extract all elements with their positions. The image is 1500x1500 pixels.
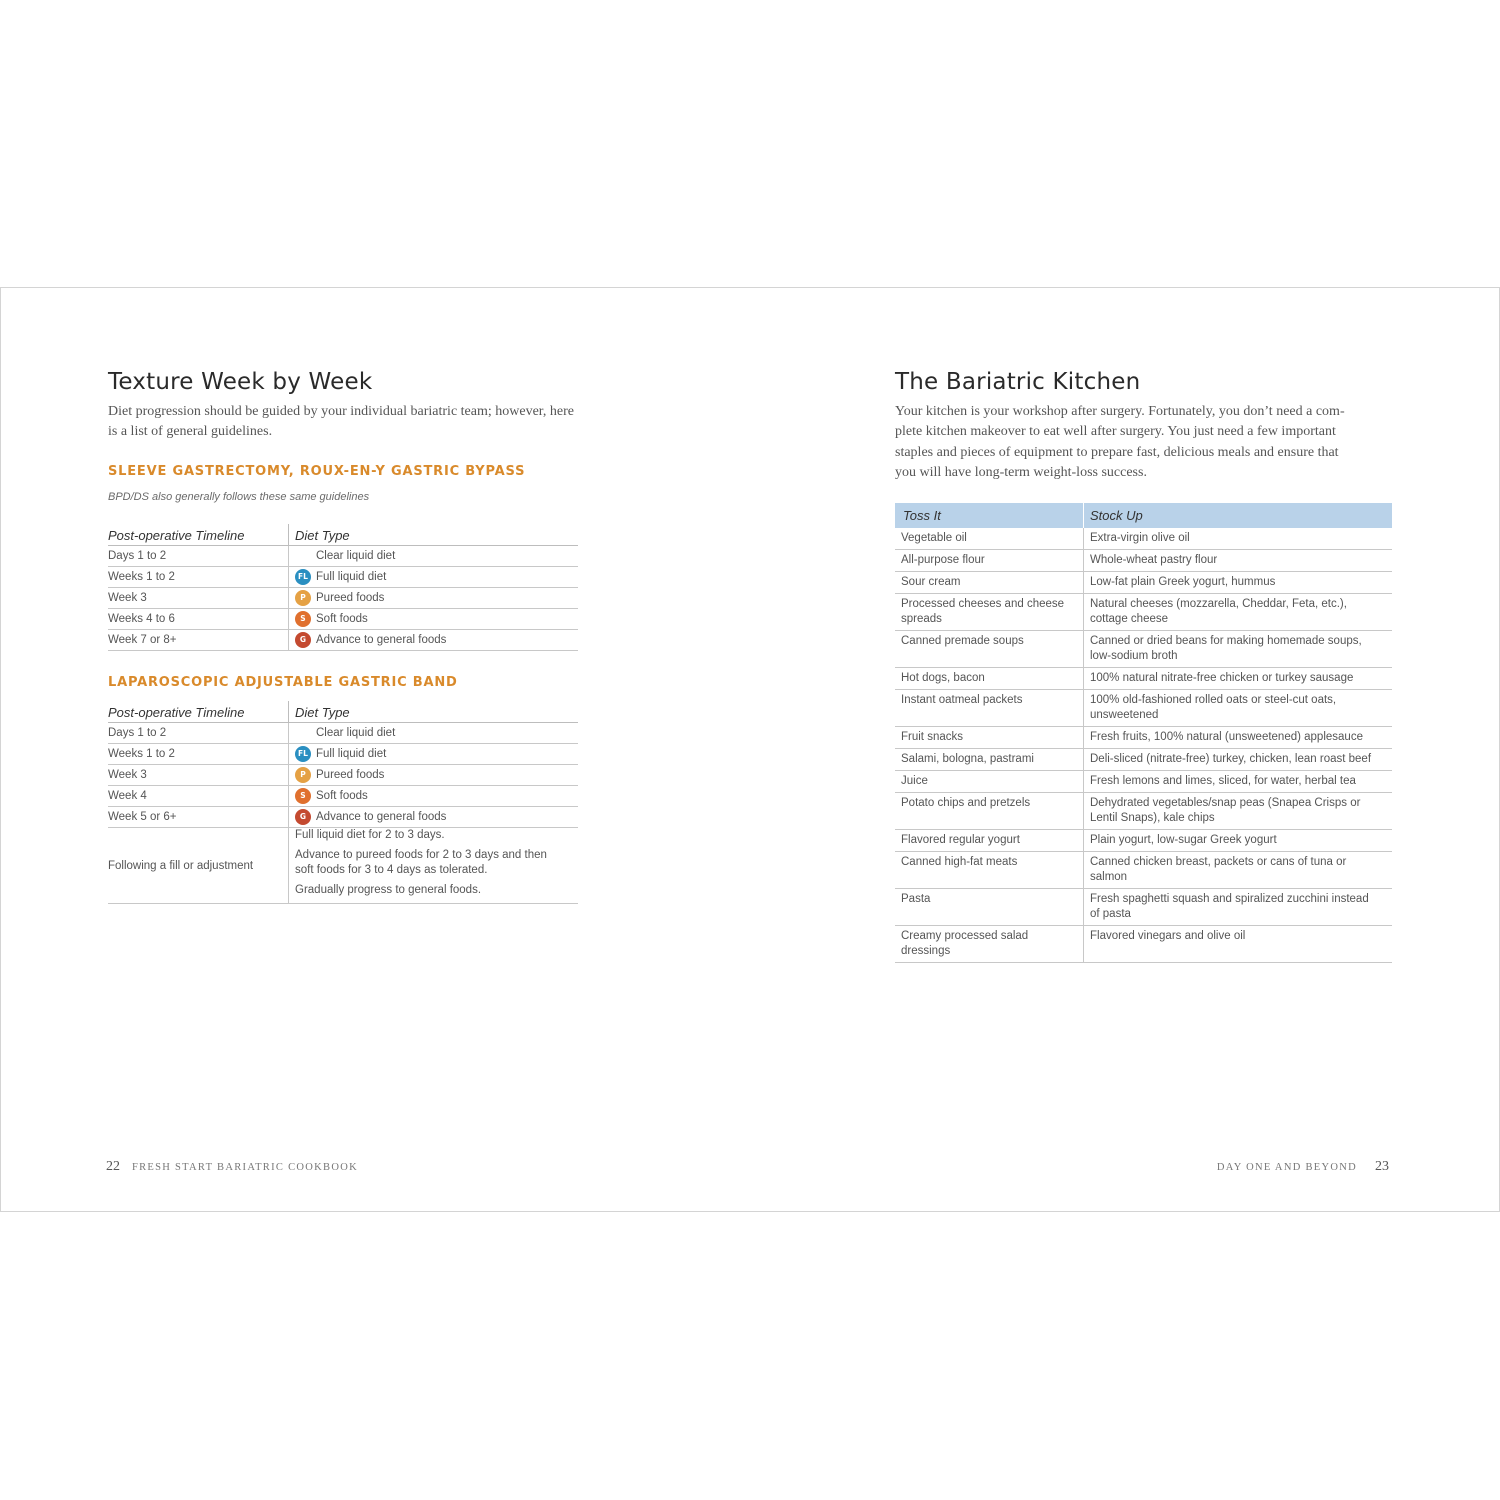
stock-up-cell [1084, 594, 1393, 631]
stock-up-cell [1084, 668, 1393, 690]
table-header-row [895, 503, 1392, 528]
toss-it-cell [895, 852, 1084, 889]
stock-up-cell [1084, 889, 1393, 926]
table-row [895, 749, 1392, 771]
cell-text-line: Dehydrated vegetables/snap peas (Snapea Crisps or [1090, 797, 1361, 809]
diet-type-cell [289, 588, 579, 609]
diet-type-label: Advance to general foods [316, 634, 447, 646]
timeline-table-sleeve [108, 524, 578, 651]
diet-type-label: Advance to general foods [316, 811, 447, 823]
section-heading-band: LAPAROSCOPIC ADJUSTABLE GASTRIC BAND [108, 675, 458, 690]
cell-text-line: Hot dogs, bacon [901, 672, 985, 684]
stock-up-cell [1084, 550, 1393, 572]
timeline-cell: Following a fill or adjustment [108, 828, 289, 904]
intro-line: you will have long-term weight-loss success. [895, 464, 1147, 480]
cell-text-line: Deli-sliced (nitrate-free) turkey, chicken, lean roast beef [1090, 753, 1372, 765]
table-row [895, 668, 1392, 690]
page-title: The Bariatric Kitchen [895, 369, 1141, 395]
cell-text-line: spreads [901, 613, 942, 625]
table-row [108, 609, 578, 630]
diet-stage-badge-icon: G [295, 632, 311, 648]
running-footer-text: DAY ONE AND BEYOND [1216, 1162, 1358, 1173]
diet-stage-badge-icon: S [295, 788, 311, 804]
table-row [895, 594, 1392, 631]
cell-text-line: of pasta [1090, 908, 1131, 920]
kitchen-table [895, 503, 1392, 963]
timeline-table-band [108, 701, 578, 904]
cell-text-line: Extra-virgin olive oil [1090, 532, 1190, 544]
diet-type-label: Clear liquid diet [316, 550, 396, 562]
cell-text-line: Juice [901, 775, 928, 787]
column-header: Post-operative Timeline [108, 524, 289, 546]
timeline-cell: Week 3 [108, 765, 289, 786]
page-footer-left [106, 1159, 358, 1175]
cell-text-line: dressings [901, 945, 951, 957]
diet-type-label: Full liquid diet [316, 748, 387, 760]
page-number: 23 [1375, 1159, 1389, 1174]
adjustment-step: Full liquid diet for 2 to 3 days. [295, 829, 445, 841]
diet-stage-badge-placeholder [295, 548, 311, 564]
table-row [108, 807, 578, 828]
diet-type-label: Pureed foods [316, 592, 385, 604]
page-footer-right [1217, 1159, 1389, 1175]
table-row [108, 630, 578, 651]
cell-text-line: Lentil Snaps), kale chips [1090, 812, 1215, 824]
column-header: Diet Type [289, 701, 579, 723]
cell-text-line: Potato chips and pretzels [901, 797, 1031, 809]
cell-text-line: Canned high-fat meats [901, 856, 1018, 868]
toss-it-cell [895, 926, 1084, 963]
table-header-row [108, 701, 578, 723]
stock-up-cell [1084, 528, 1393, 550]
stock-up-cell [1084, 830, 1393, 852]
table-row [895, 572, 1392, 594]
column-header: Diet Type [289, 524, 579, 546]
diet-stage-badge-icon: P [295, 590, 311, 606]
diet-type-label: Soft foods [316, 613, 368, 625]
cell-text-line: Fresh lemons and limes, sliced, for water, herbal tea [1090, 775, 1356, 787]
timeline-cell: Week 3 [108, 588, 289, 609]
cell-text-line: Instant oatmeal packets [901, 694, 1023, 706]
diet-type-cell [289, 828, 579, 904]
adjustment-body [108, 828, 578, 904]
cell-text-line: Flavored regular yogurt [901, 834, 1020, 846]
diet-type-label: Full liquid diet [316, 571, 387, 583]
cell-text-line: low-sodium broth [1090, 650, 1178, 662]
diet-type-cell [289, 765, 579, 786]
diet-type-label: Pureed foods [316, 769, 385, 781]
table-row [108, 744, 578, 765]
timeline-cell: Weeks 1 to 2 [108, 567, 289, 588]
toss-it-cell [895, 572, 1084, 594]
column-header-stock: Stock Up [1084, 503, 1393, 528]
page-number: 22 [106, 1159, 120, 1174]
adjustment-step-line: Advance to pureed foods for 2 to 3 days and then [295, 849, 547, 861]
stock-up-cell [1084, 572, 1393, 594]
intro-line: staples and pieces of equipment to prepare fast, delicious meals and ensure that [895, 444, 1339, 460]
diet-type-cell [289, 609, 579, 630]
cell-text-line: Fresh fruits, 100% natural (unsweetened) applesauce [1090, 731, 1363, 743]
cell-text-line: Fresh spaghetti squash and spiralized zucchini instead [1090, 893, 1369, 905]
table-body [108, 723, 578, 828]
table-row [895, 528, 1392, 550]
cell-text-line: Vegetable oil [901, 532, 967, 544]
diet-stage-badge-icon: P [295, 767, 311, 783]
stock-up-cell [1084, 793, 1393, 830]
cell-text-line: Natural cheeses (mozzarella, Cheddar, Feta, etc.), [1090, 598, 1347, 610]
table-row [108, 786, 578, 807]
cell-text-line: Low-fat plain Greek yogurt, hummus [1090, 576, 1276, 588]
timeline-cell: Days 1 to 2 [108, 723, 289, 744]
right-page [750, 288, 1499, 1211]
stock-up-cell [1084, 727, 1393, 749]
column-header: Post-operative Timeline [108, 701, 289, 723]
table-row [895, 926, 1392, 963]
section-note: BPD/DS also generally follows these same guidelines [108, 491, 370, 503]
table-header-row [108, 524, 578, 546]
stock-up-cell [1084, 771, 1393, 793]
cell-text-line: Flavored vinegars and olive oil [1090, 930, 1246, 942]
table-row [895, 631, 1392, 668]
diet-type-cell [289, 630, 579, 651]
adjustment-step-line: soft foods for 3 to 4 days as tolerated. [295, 864, 488, 876]
toss-it-cell [895, 690, 1084, 727]
timeline-cell: Week 7 or 8+ [108, 630, 289, 651]
table-row [108, 828, 578, 904]
toss-it-cell [895, 528, 1084, 550]
toss-it-cell [895, 550, 1084, 572]
cell-text-line: Fruit snacks [901, 731, 963, 743]
toss-it-cell [895, 631, 1084, 668]
diet-type-cell [289, 807, 579, 828]
intro-line: Diet progression should be guided by your individual bariatric team; however, here [108, 404, 574, 419]
table-body [108, 546, 578, 651]
timeline-cell: Days 1 to 2 [108, 546, 289, 567]
left-page [1, 288, 750, 1211]
table-body [895, 528, 1392, 963]
cell-text-line: 100% old-fashioned rolled oats or steel-cut oats, [1090, 694, 1337, 706]
cell-text-line: Canned chicken breast, packets or cans of tuna or salmon [1090, 856, 1347, 883]
intro-line: Your kitchen is your workshop after surgery. Fortunately, you don’t need a com- [895, 404, 1345, 419]
toss-it-cell [895, 793, 1084, 830]
book-spread [0, 287, 1500, 1212]
diet-stage-badge-icon: G [295, 809, 311, 825]
timeline-cell: Week 4 [108, 786, 289, 807]
cell-text-line: Pasta [901, 893, 931, 905]
diet-type-cell [289, 786, 579, 807]
diet-type-label: Clear liquid diet [316, 727, 396, 739]
timeline-cell: Weeks 1 to 2 [108, 744, 289, 765]
cell-text-line: unsweetened [1090, 709, 1159, 721]
toss-it-cell [895, 889, 1084, 926]
diet-type-label: Soft foods [316, 790, 368, 802]
diet-type-cell [289, 567, 579, 588]
diet-stage-badge-icon: FL [295, 746, 311, 762]
stock-up-cell [1084, 631, 1393, 668]
diet-type-cell [289, 744, 579, 765]
table-row [895, 690, 1392, 727]
diet-type-cell [289, 546, 579, 567]
cell-text-line: Whole-wheat pastry flour [1090, 554, 1218, 566]
table-row [895, 889, 1392, 926]
toss-it-cell [895, 771, 1084, 793]
diet-stage-badge-icon: S [295, 611, 311, 627]
page-title: Texture Week by Week [108, 369, 373, 395]
running-footer-text: FRESH START BARIATRIC COOKBOOK [131, 1162, 359, 1173]
table-row [895, 830, 1392, 852]
table-row [108, 588, 578, 609]
cell-text-line: Plain yogurt, low-sugar Greek yogurt [1090, 834, 1277, 846]
stock-up-cell [1084, 926, 1393, 963]
section-heading-sleeve: SLEEVE GASTRECTOMY, ROUX-EN-Y GASTRIC BYPASS [108, 464, 526, 479]
toss-it-cell [895, 727, 1084, 749]
cell-text-line: Processed cheeses and cheese [901, 598, 1065, 610]
toss-it-cell [895, 594, 1084, 631]
table-row [895, 852, 1392, 889]
cell-text-line: cottage cheese [1090, 613, 1169, 625]
toss-it-cell [895, 668, 1084, 690]
table-row [108, 723, 578, 744]
toss-it-cell [895, 830, 1084, 852]
stock-up-cell [1084, 852, 1393, 889]
table-row [895, 727, 1392, 749]
cell-text-line: 100% natural nitrate-free chicken or turkey sausage [1090, 672, 1354, 684]
cell-text-line: Canned premade soups [901, 635, 1024, 647]
adjustment-step [295, 848, 578, 878]
intro-paragraph [895, 402, 1345, 483]
cell-text-line: All-purpose flour [901, 554, 985, 566]
adjustment-step: Gradually progress to general foods. [295, 884, 482, 896]
cell-text-line: Salami, bologna, pastrami [901, 753, 1034, 765]
timeline-cell: Weeks 4 to 6 [108, 609, 289, 630]
cell-text-line: Canned or dried beans for making homemade soups, [1090, 635, 1362, 647]
stock-up-cell [1084, 690, 1393, 727]
table-row [895, 771, 1392, 793]
intro-line: plete kitchen makeover to eat well after surgery. You just need a few important [895, 424, 1336, 440]
stock-up-cell [1084, 749, 1393, 771]
cell-text-line: Creamy processed salad [901, 930, 1029, 942]
diet-stage-badge-icon: FL [295, 569, 311, 585]
table-row [895, 793, 1392, 830]
intro-paragraph [108, 402, 574, 443]
column-header-toss: Toss It [895, 503, 1084, 528]
table-row [108, 765, 578, 786]
timeline-cell: Week 5 or 6+ [108, 807, 289, 828]
table-row [108, 567, 578, 588]
cell-text-line: Sour cream [901, 576, 961, 588]
table-row [895, 550, 1392, 572]
toss-it-cell [895, 749, 1084, 771]
diet-type-cell [289, 723, 579, 744]
diet-stage-badge-placeholder [295, 725, 311, 741]
table-row [108, 546, 578, 567]
intro-line: is a list of general guidelines. [108, 424, 273, 440]
